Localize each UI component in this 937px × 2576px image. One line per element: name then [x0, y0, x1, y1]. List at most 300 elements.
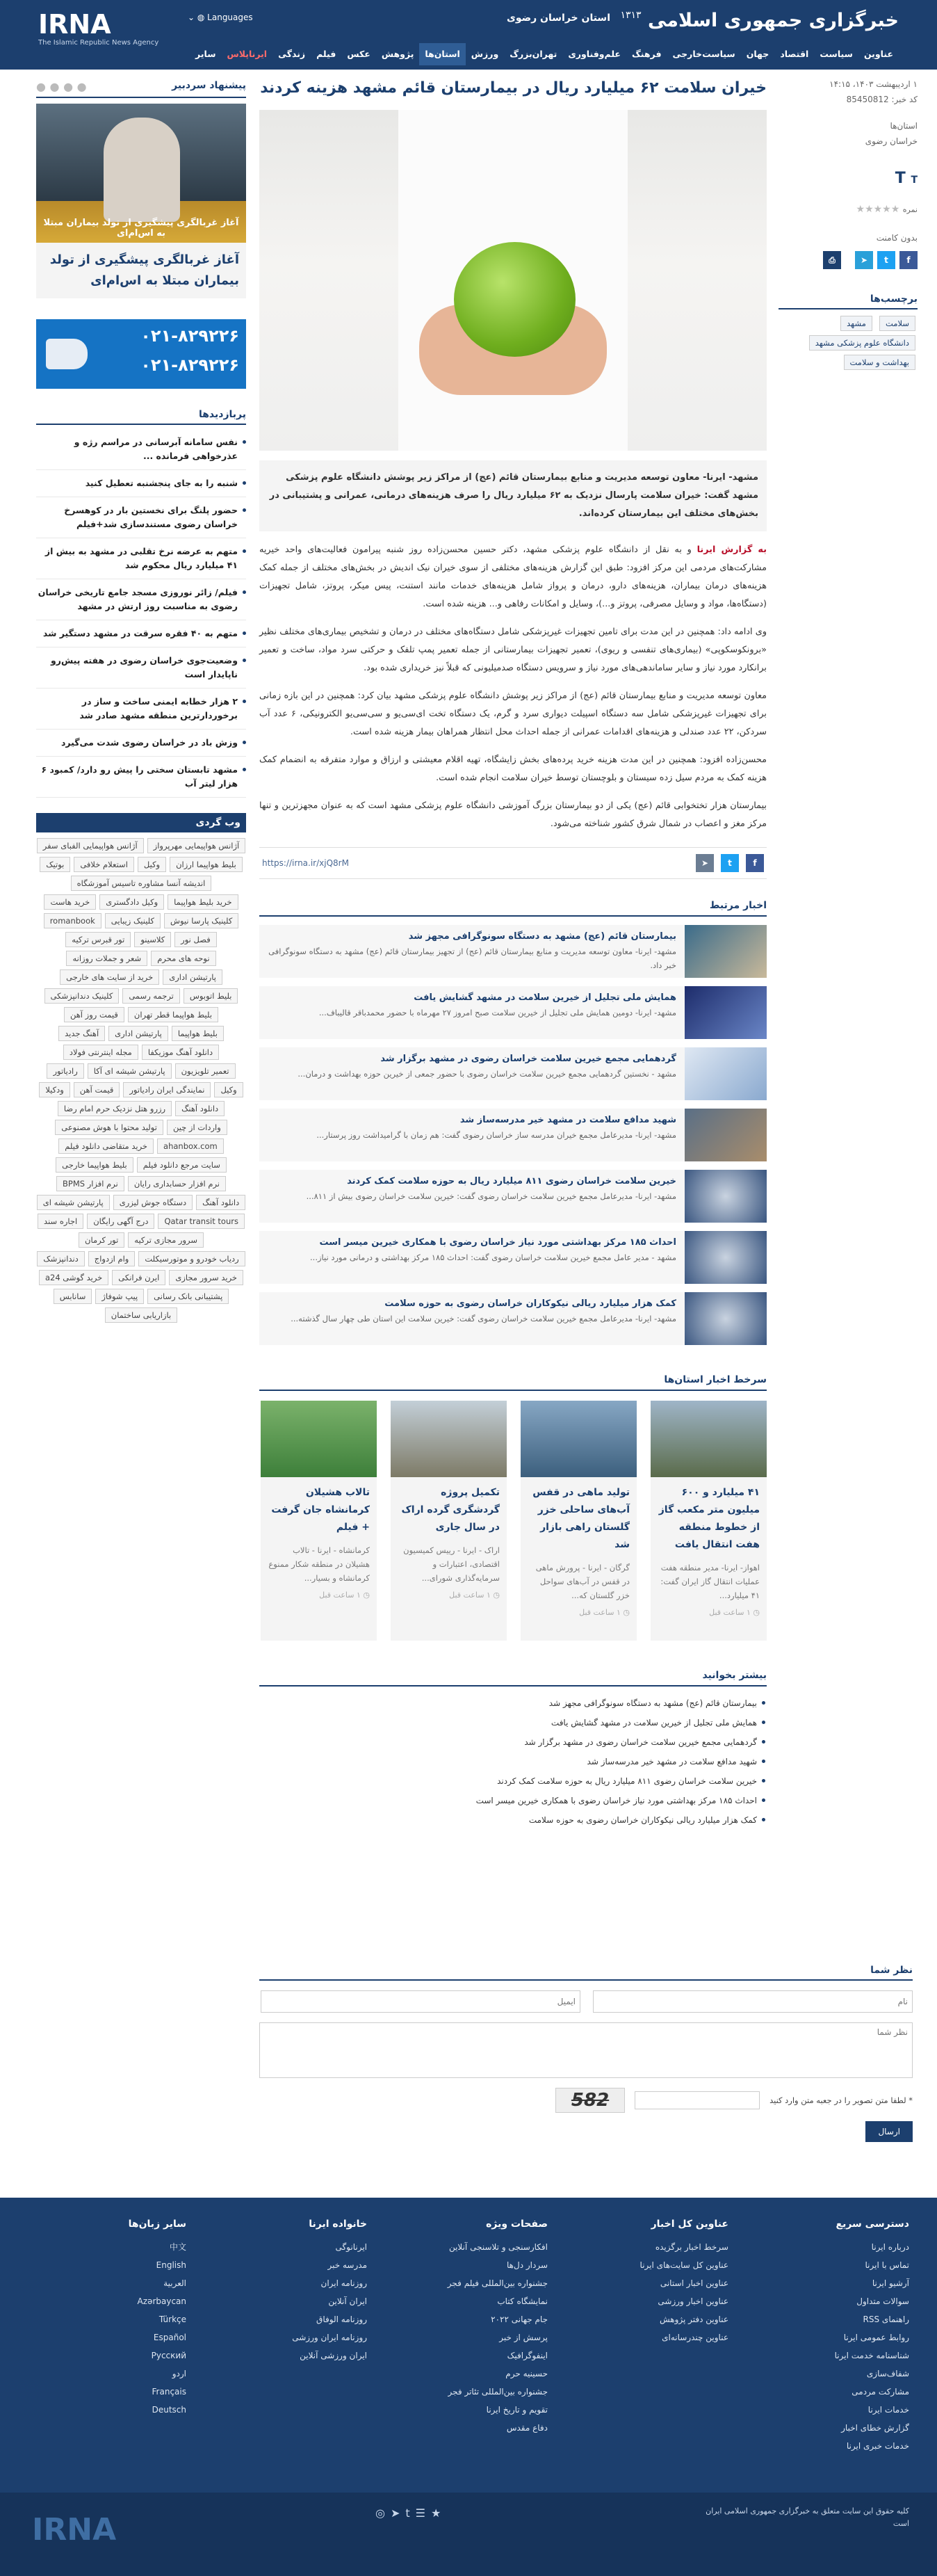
related-thumb — [685, 1109, 767, 1161]
card-image — [391, 1401, 507, 1477]
card-title: تولید ماهی در قفس آب‌های ساحلی خزر گلستان راهی بازار شد — [532, 1487, 630, 1550]
related-item[interactable] — [259, 1109, 767, 1161]
footer-link[interactable]: نمایشگاه کتاب — [497, 2296, 548, 2306]
star-icon[interactable]: ★★★★★ — [856, 204, 900, 215]
clock-icon: ◷ — [490, 1591, 500, 1600]
web-link-chip[interactable]: دستگاه جوش لیزری — [113, 1195, 193, 1210]
card-summary: گرگان - ایرنا - پرورش ماهی در قفس در آب‌های سواحل خزر گلستان که... — [535, 1563, 630, 1600]
web-link-chip[interactable]: شعر و جملات روزانه — [66, 951, 147, 966]
footer-link[interactable]: روزنامه الوفاق — [316, 2315, 367, 2324]
megaphone-icon — [46, 339, 88, 369]
related-summary: مشهد- ایرنا- دومین همایش ملی تجلیل از خیرین سلامت صبح امروز ۲۷ مهرماه با حضور محمدباقر قالیباف... — [318, 1008, 676, 1017]
language-link[interactable]: Français — [152, 2387, 186, 2397]
related-title: شهید مدافع سلامت در مشهد خیر مدرسه‌ساز شد — [459, 1115, 676, 1125]
clock-icon: ◷ — [360, 1591, 370, 1600]
print-icon[interactable]: ⎙ — [823, 251, 841, 269]
facebook-icon[interactable]: f — [746, 854, 764, 872]
featured-banner-text: آغاز غربالگری پیشگیری از تولد بیماران مبتلا به اس‌ام‌ای — [43, 218, 239, 239]
font-small-icon: T — [911, 175, 918, 186]
footer-col-special — [395, 2219, 548, 2437]
footer-link[interactable]: عناوین دفتر پژوهش — [659, 2315, 728, 2324]
list-item[interactable]: احداث ۱۸۵ مرکز بهداشتی مورد نیاز خراسان رضوی با همکاری خیرین میسر است — [259, 1791, 767, 1810]
article-title: خیران سلامت ۶۲ میلیارد ریال در بیمارستان قائم مشهد هزینه کردند — [260, 79, 767, 97]
related-thumb — [685, 1231, 767, 1284]
editor-picks-header — [36, 77, 246, 98]
web-link-chip[interactable]: آژانس هواپیمایی مهرپرواز — [147, 838, 246, 853]
related-thumb — [685, 925, 767, 978]
footer-link[interactable]: پرسش از خبر — [499, 2333, 548, 2342]
globe-icon: ◍ — [197, 13, 208, 22]
article-date: ۱ اردیبهشت ۱۴۰۳، ۱۴:۱۵ — [829, 79, 918, 89]
logo-subtitle: The Islamic Republic News Agency — [38, 39, 159, 47]
captcha-label: * لطفا متن تصویر را در جعبه متن وارد کنید — [769, 2095, 913, 2105]
tag-chip[interactable]: مشهد — [840, 316, 872, 331]
featured-title[interactable]: آغاز غربالگری پیشگیری از تولد بیماران مبتلا به اس‌ام‌ای — [36, 243, 246, 298]
footer-link[interactable]: عناوین اخبار استانی — [660, 2278, 728, 2288]
footer-link[interactable]: حسینیه حرم — [505, 2369, 548, 2378]
web-link-chip[interactable]: بازاریابی ساختمان — [105, 1307, 177, 1323]
web-link-chip[interactable]: دانلود آهنگ — [196, 1195, 245, 1210]
related-thumb — [685, 1292, 767, 1345]
web-link-chip[interactable]: پارتیشن اداری — [163, 969, 222, 985]
nav-item[interactable]: ورزش — [471, 49, 499, 59]
slider-dots[interactable]: ● ● ● ● — [36, 80, 87, 93]
list-item[interactable]: نفس سامانه آبرسانی در مراسم رژه و عذرخواهی فرمانده ... — [36, 429, 246, 470]
footer-col-title: خانواده ایرنا — [309, 2219, 367, 2230]
web-link-chip[interactable]: سایت مرجع دانلود فیلم — [137, 1157, 227, 1173]
web-link-chip[interactable]: بلیط هواپیما خارجی — [56, 1157, 133, 1173]
footer-link[interactable]: گزارش خطای اخبار — [841, 2423, 909, 2433]
article-image[interactable] — [259, 110, 767, 451]
web-link-chip[interactable]: خرید متقاضی دانلود فیلم — [58, 1138, 154, 1154]
web-link-chip[interactable]: وکیل — [214, 1082, 243, 1097]
related-thumb — [685, 986, 767, 1039]
web-link-chip[interactable]: بلیط اتوبوس — [184, 988, 238, 1004]
list-item[interactable]: مشهد تابستان سختی را پیش رو دارد/ کمبود ۶ هزار لیتر آب — [36, 757, 246, 798]
short-url[interactable]: https://irna.ir/xjQ8rM — [262, 858, 349, 868]
web-link-chip[interactable]: ترجمه رسمی — [122, 988, 180, 1004]
captcha-input[interactable] — [635, 2091, 760, 2109]
web-link-chip[interactable]: تور قبرس ترکیه — [65, 932, 131, 947]
nav-item[interactable]: سیاست — [820, 49, 853, 59]
irna-logo[interactable] — [38, 10, 167, 58]
card-title: تکمیل پروژه گردشگری گرده اراک در سال جاری — [401, 1487, 500, 1533]
related-summary: مشهد - نخستین گردهمایی مجمع خیرین سلامت خراسان رضوی با حضور جمعی از خیرین حوزه بهداشت و درمان... — [298, 1069, 676, 1079]
article-meta-column — [779, 77, 918, 372]
footer-col-title: دسترسی سریع — [836, 2219, 909, 2230]
twitter-icon[interactable]: t — [877, 251, 895, 269]
language-link[interactable]: Türkçe — [158, 2315, 186, 2324]
web-link-chip[interactable]: پیپ شوفاژ — [95, 1289, 144, 1304]
web-links-title: وب گردی — [195, 817, 241, 828]
web-link-chip[interactable]: بلیط هواپیما — [172, 1026, 224, 1041]
footer-link[interactable]: روزنامه ایران ورزشی — [292, 2333, 367, 2342]
web-link-chip[interactable]: romanbook — [44, 913, 101, 928]
related-thumb — [685, 1170, 767, 1223]
main-nav — [190, 43, 899, 65]
tag-chip[interactable]: سلامت — [879, 316, 915, 331]
footer-link[interactable]: جشنواره بین‌المللی تئاتر فجر — [448, 2387, 548, 2397]
web-link-chip[interactable]: تولید محتوا با هوش مصنوعی — [55, 1120, 163, 1135]
list-item[interactable]: متهم به ۴۰ فقره سرقت در مشهد دستگیر شد — [36, 620, 246, 647]
related-item[interactable] — [259, 1231, 767, 1284]
breadcrumb-item[interactable]: استان‌ها — [890, 121, 918, 131]
copyright: کلیه حقوق این سایت متعلق به خبرگزاری جمهوری اسلامی ایران است — [706, 2506, 909, 2528]
comment-header — [259, 1961, 913, 1981]
list-item[interactable]: همایش ملی تجلیل از خیرین سلامت در مشهد گشایش یافت — [259, 1713, 767, 1732]
footer-link[interactable]: سوالات متداول — [856, 2296, 909, 2306]
languages-label: Languages — [207, 13, 253, 22]
telegram-icon[interactable]: ➤ — [855, 251, 873, 269]
card-image — [521, 1401, 637, 1477]
related-item[interactable] — [259, 1170, 767, 1223]
footer-link[interactable]: عناوین اخبار ورزشی — [658, 2296, 728, 2306]
web-link-chip[interactable]: وکیل دادگستری — [99, 894, 164, 910]
footer-link[interactable]: مدرسه خبر — [327, 2260, 367, 2270]
related-summary: مشهد- ایرنا- مدیرعامل مجمع خیران مدرسه ساز خراسان رضوی گفت: هم زمان با گرامیداشت روز پرستار... — [316, 1130, 676, 1140]
language-link[interactable]: Deutsch — [152, 2405, 186, 2415]
comment-textarea[interactable] — [259, 2022, 913, 2078]
card-summary: اراک - ایرنا - رییس کمیسیون اقتصادی، اعتبارات و سرمایه‌گذاری شورای... — [403, 1545, 500, 1583]
web-link-chip[interactable]: تعمیر تلویزیون — [175, 1063, 236, 1079]
footer-col-title: سایر زبان‌ها — [128, 2219, 186, 2230]
web-link-chip[interactable]: نرم افزار حسابداری رایان — [128, 1176, 226, 1191]
related-item[interactable] — [259, 925, 767, 978]
web-link-chip[interactable]: سانابس — [54, 1289, 92, 1304]
list-item[interactable]: متهم به عرضه نرخ تقلبی در مشهد به بیش از ۴۱ میلیارد ریال محکوم شد — [36, 538, 246, 579]
footer-link[interactable]: درباره ایرنا — [871, 2242, 909, 2252]
web-links-header — [36, 813, 246, 832]
nav-item[interactable]: علم‌وفناوری — [568, 49, 621, 59]
share-buttons — [779, 251, 918, 269]
footer-link[interactable]: شناسنامه خدمت ایرنا — [834, 2351, 909, 2360]
list-item[interactable]: فیلم/ زائر نوروزی مسجد جامع تاریخی خراسان رضوی به مناسبت روز ارتش در مشهد — [36, 579, 246, 620]
footer-link[interactable]: تماس با ایرنا — [865, 2260, 909, 2270]
card-time-text: ۱ ساعت قبل — [579, 1608, 621, 1617]
web-link-chip[interactable]: اجاره سند — [38, 1214, 83, 1229]
more-reads-list — [259, 1693, 767, 1830]
web-link-chip[interactable]: اندیشه آنسا مشاوره تاسیس آموزشگاه — [71, 876, 212, 891]
list-item[interactable]: گردهمایی مجمع خیرین سلامت خراسان رضوی در مشهد برگزار شد — [259, 1732, 767, 1752]
languages-menu[interactable] — [188, 13, 253, 22]
footer-bottom — [0, 2493, 937, 2576]
footer-col-family — [214, 2219, 367, 2365]
tag-chip[interactable]: دانشگاه علوم پزشکی مشهد — [809, 335, 915, 351]
nav-item[interactable]: سیاست‌خارجی — [672, 49, 735, 59]
web-link-chip[interactable]: استعلام خلافی — [74, 857, 134, 872]
language-link[interactable]: اردو — [172, 2369, 186, 2378]
web-link-chip[interactable]: درج آگهی رایگان — [87, 1214, 154, 1229]
web-link-chip[interactable]: فصل نور — [174, 932, 217, 947]
footer-link[interactable]: آرشیو ایرنا — [872, 2278, 909, 2288]
article-paragraph — [259, 541, 767, 613]
nav-item[interactable]: فرهنگ — [631, 49, 662, 59]
related-title: احداث ۱۸۵ مرکز بهداشتی مورد نیاز خراسان رضوی با همکاری خیرین میسر است — [319, 1237, 676, 1248]
footer-link[interactable]: شفاف‌سازی — [866, 2369, 909, 2378]
province-title[interactable]: استان خراسان رضوی — [506, 13, 610, 24]
web-link-chip[interactable]: ودکیلا — [39, 1082, 70, 1097]
web-link-chip[interactable]: واردات از چین — [167, 1120, 227, 1135]
web-link-chip[interactable]: بلیط هواپیما قطر تهران — [128, 1007, 218, 1022]
list-item[interactable]: کمک هزار میلیارد ریالی نیکوکاران خراسان رضوی به حوزه سلامت — [259, 1810, 767, 1830]
card-time — [261, 1585, 377, 1605]
language-link[interactable]: 中文 — [169, 2242, 186, 2252]
ad-number: ۰۲۱-۸۲۹۲۲۶ — [140, 355, 239, 375]
list-item[interactable]: شهید مدافع سلامت در مشهد خیر مدرسه‌ساز شد — [259, 1752, 767, 1771]
related-summary: مشهد - مدیر عامل مجمع خیرین سلامت خراسان رضوی گفت: احداث ۱۸۵ مرکز بهداشتی و درمانی مورد نیاز... — [310, 1253, 676, 1262]
card-summary: اهواز- ایرنا- مدیر منطقه هفت عملیات انتقال گاز ایران گفت: ۴۱ میلیارد... — [660, 1563, 760, 1600]
web-link-chip[interactable]: کلینیک زیبایی — [105, 913, 161, 928]
name-input[interactable] — [593, 1990, 913, 2013]
footer-col-news — [576, 2219, 728, 2346]
web-link-chip[interactable]: نوحه های محرم — [151, 951, 215, 966]
card-time-text: ۱ ساعت قبل — [709, 1608, 751, 1617]
related-title: بیمارستان قائم (عج) مشهد به دستگاه سونوگرافی مجهز شد — [408, 931, 676, 942]
nav-item-active[interactable]: استان‌ها — [419, 43, 465, 65]
list-item[interactable]: شنبه را به جای پنجشنبه تعطیل کنید — [36, 470, 246, 497]
web-link-chip[interactable]: دانلود آهنگ — [175, 1101, 225, 1116]
web-link-chip[interactable]: قیمت آهن — [74, 1082, 120, 1097]
headlines-header: سرخط اخبار استان‌ها — [259, 1370, 767, 1391]
paragraph-text: و به نقل از دانشگاه علوم پزشکی مشهد، دکتر حسین محسن‌زاده روز شنبه پیرامون فعالیت‌های واحد خیریه مشارکت‌های مردمی این مرکز افزود: طبق این گزارش هزینه‌های مختلفی از سوی خیران نیک اندیش در بخش‌های مختلف از جمله کمک هزینه‌های درمان بیماران، هزینه‌های دارو، درمان و پرواز شامل هزینه‌های خدمات مانند استنت، پیس میکر، پروتز، شامل تجهیزات (دستگاه‌ها، مواد و وسایل مصرفی، پروتز و...)، وسایل و امکانات رفاهی و... هزینه شده است. — [259, 545, 767, 609]
footer-link[interactable]: مشارکت مردمی — [852, 2387, 909, 2397]
brand-name: خبرگزاری جمهوری اسلامی — [647, 10, 899, 31]
telegram-icon[interactable]: ➤ — [696, 854, 714, 872]
brand-year: ۱۳۱۳ — [620, 10, 642, 21]
footer-link[interactable]: راهنمای RSS — [863, 2315, 909, 2324]
person-figure — [104, 118, 180, 222]
card-time-text: ۱ ساعت قبل — [449, 1591, 491, 1600]
list-item[interactable]: بیمارستان قائم (عج) مشهد به دستگاه سونوگرافی مجهز شد — [259, 1693, 767, 1713]
nav-item[interactable]: فیلم — [316, 49, 336, 59]
submit-comment-button[interactable]: ارسال — [865, 2121, 913, 2142]
tags-list — [779, 314, 918, 372]
footer-link[interactable]: دفاع مقدس — [506, 2423, 548, 2433]
related-summary: مشهد- ایرنا- معاون توسعه مدیریت و منابع بیمارستان قائم (عج) از تجهیز بیمارستان قائم (عج) مشهد به دستگاه سونوگرافی خبر داد. — [268, 947, 676, 970]
captcha-image: 582 — [555, 2088, 625, 2113]
web-link-chip[interactable]: پارتیشن شیشه ای — [37, 1195, 110, 1210]
card-summary: کرمانشاه - ایرنا - تالاب هشیلان در منطقه شکار ممنوع کرمانشاه و بسیار... — [268, 1545, 370, 1583]
footer-link[interactable]: افکارسنجی و تلاسنجی آنلاین — [448, 2242, 548, 2252]
web-link-chip[interactable]: بلیط هواپیما ارزان — [170, 857, 243, 872]
related-item[interactable] — [259, 1047, 767, 1100]
nav-item[interactable]: پژوهش — [381, 49, 414, 59]
footer-link[interactable]: جشنواره بین‌المللی فیلم فجر — [447, 2278, 548, 2288]
footer-link[interactable]: اینفوگرافیک — [507, 2351, 548, 2360]
popular-header — [36, 405, 246, 425]
footer-link[interactable]: روابط عمومی ایرنا — [843, 2333, 909, 2342]
breadcrumb-item[interactable]: خراسان رضوی — [865, 136, 918, 146]
nav-item[interactable]: اقتصاد — [780, 49, 809, 59]
web-link-chip[interactable]: پارتیشن شیشه ای آکا — [88, 1063, 172, 1079]
web-link-chip[interactable]: ردیاب خودرو و موتورسیکلت — [138, 1251, 245, 1266]
card-title: تالاب هشیلان کرمانشاه جان گرفت + فیلم — [271, 1487, 370, 1533]
article-main — [259, 77, 767, 1830]
green-apple — [454, 242, 576, 357]
footer-link[interactable]: ایرنانوگی — [335, 2242, 367, 2252]
web-link-chip[interactable]: پارتیشن اداری — [108, 1026, 168, 1041]
tags-header — [779, 290, 918, 309]
nav-item[interactable]: جهان — [746, 49, 769, 59]
web-link-chip[interactable]: بوتیک — [40, 857, 70, 872]
ad-number: ۰۲۱-۸۲۹۲۲۶ — [140, 326, 239, 346]
footer-col-quick — [756, 2219, 909, 2455]
card-time-text: ۱ ساعت قبل — [319, 1591, 361, 1600]
web-link-chip[interactable]: آهنگ جدید — [58, 1026, 105, 1041]
web-link-chip[interactable]: کلینیک پارسا نیوش — [164, 913, 238, 928]
nav-item[interactable]: تهران‌بزرگ — [510, 49, 557, 59]
footer-link[interactable]: سرخط اخبار برگزیده — [655, 2242, 728, 2252]
card-image — [261, 1401, 377, 1477]
footer-col-title: صفحات ویژه — [486, 2219, 548, 2230]
nav-item[interactable]: عناوین — [863, 49, 893, 59]
site-header — [0, 0, 937, 70]
footer-col-languages — [40, 2219, 186, 2419]
rate-label: نمره — [902, 205, 918, 214]
footer-link[interactable]: تقویم و تاریخ ایرنا — [486, 2405, 548, 2415]
related-header: اخبار مرتبط — [259, 896, 767, 917]
source-link[interactable]: به گزارش ایرنا — [696, 545, 767, 555]
web-link-chip[interactable]: قیمت روز آهن — [64, 1007, 124, 1022]
footer-link[interactable]: خدمات خبری ایرنا — [846, 2441, 909, 2451]
site-brand[interactable] — [617, 10, 899, 31]
headline-card[interactable] — [261, 1401, 377, 1641]
web-link-chip[interactable]: ahanbox.com — [157, 1138, 224, 1154]
breadcrumb — [779, 118, 918, 149]
web-links — [36, 838, 246, 1323]
comment-count[interactable]: بدون کامنت — [876, 233, 918, 243]
email-input[interactable] — [261, 1990, 580, 2013]
web-link-chip[interactable]: خرید گوشی a24 — [39, 1270, 108, 1285]
headline-card[interactable] — [391, 1401, 507, 1641]
footer-link[interactable]: عناوین چندرسانه‌ای — [662, 2333, 728, 2342]
article-lead: مشهد- ایرنا- معاون توسعه مدیریت و منابع بیمارستان قائم (عج) از مراکز زیر پوشش دانشگاه علوم پزشکی مشهد گفت: خیران سلامت پارسال نزدیک به ۶۲ میلیارد ریال را صرف هزینه‌های درمانی، عمرانی و پشتیبانی در بخش‌های مختلف این بیمارستان کرده‌اند. — [259, 460, 767, 531]
article-paragraph: وی ادامه داد: همچنین در این مدت برای تامین تجهیزات غیرپزشکی شامل دستگاه‌های مختلف در درمان و تشخیص بیماری‌های مختلف نظیر «برونکوسکوپی» (بیماری‌های تنفسی و ریوی)، تعمیر تجهیزات بیمارستانی از جمله تعمیر پمپ تلفک و حرکتی سرد مواد، ساخت و تعمیر برانکارد مورد نیاز و سایر ساماندهی‌های مورد نیاز و سرویس دستگاه صدمیلیونی که قبلاً نیز خریداری شده بود. — [259, 627, 767, 673]
card-time — [521, 1602, 637, 1623]
article-paragraph: محسن‌زاده افزود: همچنین در این مدت هزینه خرید پرده‌های بخش زایشگاه، تهیه اقلام معیشتی و ارزاق و موارد متفرقه به انضمام کمک هزینه کمک به مردم سیل زده سیستان و بلوچستان توسط خیران سلامت انجام شده است. — [259, 755, 767, 783]
language-link[interactable]: Русский — [151, 2351, 186, 2360]
related-title: کمک هزار میلیارد ریالی نیکوکاران خراسان رضوی به حوزه سلامت — [384, 1298, 676, 1309]
editor-picks-title: پیشنهاد سردبیر — [172, 80, 246, 91]
nav-item-more[interactable]: سایر — [195, 49, 216, 59]
footer-col-title: عناوین کل اخبار — [651, 2219, 728, 2230]
telegram-icon[interactable]: ➤ — [390, 2506, 406, 2520]
list-item[interactable]: ۲ هزار خطابه ایمنی ساخت و ساز در برخوردارترین منطقه مشهد صادر شد — [36, 689, 246, 730]
share-bar — [259, 847, 767, 879]
web-link-chip[interactable]: سرور مجازی ترکیه — [128, 1232, 204, 1248]
related-item[interactable] — [259, 986, 767, 1039]
web-link-chip[interactable]: Qatar transit tours — [158, 1214, 245, 1229]
clock-icon: ◷ — [620, 1608, 630, 1617]
font-size-toggle[interactable] — [779, 170, 918, 187]
twitter-icon[interactable]: t — [721, 854, 739, 872]
footer-link[interactable]: جام جهانی ۲۰۲۲ — [491, 2315, 548, 2324]
star-icon[interactable]: ★ — [431, 2506, 447, 2520]
footer-link[interactable]: روزنامه ایران — [320, 2278, 367, 2288]
language-link[interactable]: العربية — [163, 2278, 186, 2288]
footer-link[interactable]: ایران ورزشی آنلاین — [300, 2351, 367, 2360]
web-link-chip[interactable]: وام ازدواج — [88, 1251, 136, 1266]
list-item[interactable]: حضور پلنگ برای نخستین بار در کوهسرخ خراسان رضوی مستندسازی شد+فیلم — [36, 497, 246, 538]
headline-card[interactable] — [521, 1401, 637, 1641]
web-link-chip[interactable]: ایرن فرانکی — [112, 1270, 165, 1285]
site-footer — [0, 2198, 937, 2493]
language-link[interactable]: Español — [153, 2333, 186, 2342]
social-icons[interactable] — [375, 2506, 446, 2520]
related-title: گردهمایی مجمع خیرین سلامت خراسان رضوی در مشهد برگزار شد — [380, 1054, 676, 1064]
popular-list — [36, 429, 246, 798]
headline-card[interactable] — [651, 1401, 767, 1641]
tag-chip[interactable]: بهداشت و سلامت — [844, 355, 915, 370]
related-summary: مشهد- ایرنا- مدیرعامل مجمع خیرین سلامت خراسان رضوی گفت: خیرین سلامت خراسان رضوی بیش از ۸۱۱... — [306, 1191, 676, 1201]
rating-stars[interactable] — [779, 204, 918, 215]
related-item[interactable] — [259, 1292, 767, 1345]
nav-item[interactable]: زندگی — [278, 49, 306, 59]
related-title: همایش ملی تجلیل از خیرین سلامت در مشهد گشایش یافت — [414, 992, 676, 1003]
card-title: ۴۱ میلیارد و ۶۰۰ میلیون متر مکعب گاز از خطوط منطقه هفت انتقال یافت — [658, 1487, 760, 1550]
footer-link[interactable]: عناوین کل سایت‌های ایرنا — [639, 2260, 728, 2270]
language-link[interactable]: English — [156, 2260, 186, 2270]
web-link-chip[interactable]: خرید بلیط هواپیما — [168, 894, 238, 910]
web-link-chip[interactable]: آژانس هواپیمایی الفبای سفر — [37, 838, 144, 853]
web-link-chip[interactable]: خرید هاست — [44, 894, 96, 910]
comment-form — [259, 1961, 913, 2142]
more-reads-header: بیشتر بخوانید — [259, 1666, 767, 1687]
facebook-icon[interactable]: f — [899, 251, 918, 269]
chevron-down-icon: ⌄ — [188, 13, 197, 22]
ad-banner[interactable] — [36, 319, 246, 389]
web-link-chip[interactable]: دانلود آهنگ موزیکفا — [142, 1045, 219, 1060]
web-link-chip[interactable]: خرید از سایت های خارجی — [60, 969, 159, 985]
list-item[interactable]: خیرین سلامت خراسان رضوی ۸۱۱ میلیارد ریال به حوزه سلامت کمک کردند — [259, 1771, 767, 1791]
web-link-chip[interactable]: نرم افزار BPMS — [56, 1176, 124, 1191]
list-item[interactable]: وزش باد در خراسان رضوی شدت می‌گیرد — [36, 730, 246, 757]
web-link-chip[interactable]: تور کرمان — [79, 1232, 124, 1248]
logo-text: IRNA — [38, 9, 111, 40]
footer-link[interactable]: خدمات ایرنا — [867, 2405, 909, 2415]
nav-item-irnaplus[interactable]: ایرنا‌پلاس — [227, 49, 268, 59]
instagram-icon[interactable]: ◎ — [375, 2506, 391, 2520]
web-link-chip[interactable]: رادیاتور — [47, 1063, 83, 1079]
list-item[interactable]: وضعیت‌جوی خراسان رضوی در هفته پیش‌رو ناپایدار است — [36, 647, 246, 689]
related-summary: مشهد- ایرنا- مدیرعامل مجمع خیرین سلامت خراسان رضوی گفت: خیرین سلامت این استان طی چهار سال گذشته... — [291, 1314, 676, 1323]
web-link-chip[interactable]: پشتیبانی بانک رسانی — [147, 1289, 229, 1304]
popular-title: پربازدیدها — [198, 409, 246, 420]
footer-link[interactable]: سردار دل‌ها — [506, 2260, 548, 2270]
twitter-icon[interactable]: t — [405, 2506, 416, 2520]
footer-logo[interactable]: IRNA — [32, 2512, 117, 2547]
web-link-chip[interactable]: مجله اینترنتی فولاد — [63, 1045, 138, 1060]
footer-link[interactable]: ایران آنلاین — [328, 2296, 367, 2306]
web-link-chip[interactable]: رزرو هتل نزدیک حرم امام رضا — [58, 1101, 172, 1116]
related-title: خیرین سلامت خراسان رضوی ۸۱۱ میلیارد ریال به حوزه سلامت کمک کردند — [347, 1176, 676, 1186]
web-link-chip[interactable]: وکیل — [138, 857, 166, 872]
web-link-chip[interactable]: کلینیک دندانپزشکی — [44, 988, 120, 1004]
web-link-chip[interactable]: خرید سرور مجازی — [169, 1270, 243, 1285]
article-paragraph: معاون توسعه مدیریت و منابع بیمارستان قائم (عج) از مراکز زیر پوشش دانشگاه علوم پزشکی مشهد بیان کرد: همچنین در این بازه زمانی برای تجهیزات غیرپزشکی شامل سه دستگاه اسپیلت دیواری سرد و گرم، یک دستگاه تخت ای‌سی‌یو و سی‌سی‌یو الکترونیکی، ۶ عدد آب سردکن، ۲۲ عدد صندلی و هزینه‌های اقدامات عمرانی از جمله احداث محل انتظار همراهان بیمار هزینه شده است. — [259, 691, 767, 737]
comment-title: نظر شما — [870, 1965, 913, 1976]
web-link-chip[interactable]: دندانپزشک — [37, 1251, 85, 1266]
article-paragraph: بیمارستان هزار تختخوابی قائم (عج) یکی از دو بیمارستان بزرگ آموزشی دانشگاه علوم پزشکی مشهد است که به عنوان مجهزترین و تنها مرکز مغز و اعصاب در شمال شرق کشور شناخته می‌شود. — [259, 800, 767, 829]
tags-title: برچسب‌ها — [870, 293, 918, 305]
nav-item[interactable]: عکس — [347, 49, 370, 59]
rss-icon[interactable]: ☰ — [415, 2506, 431, 2520]
headline-cards — [259, 1401, 767, 1641]
language-link[interactable]: Azərbaycan — [137, 2296, 186, 2306]
web-link-chip[interactable]: نمایندگی ایران رادیاتور — [123, 1082, 211, 1097]
web-link-chip[interactable]: کلاسینو — [134, 932, 171, 947]
featured-image[interactable] — [36, 104, 246, 243]
